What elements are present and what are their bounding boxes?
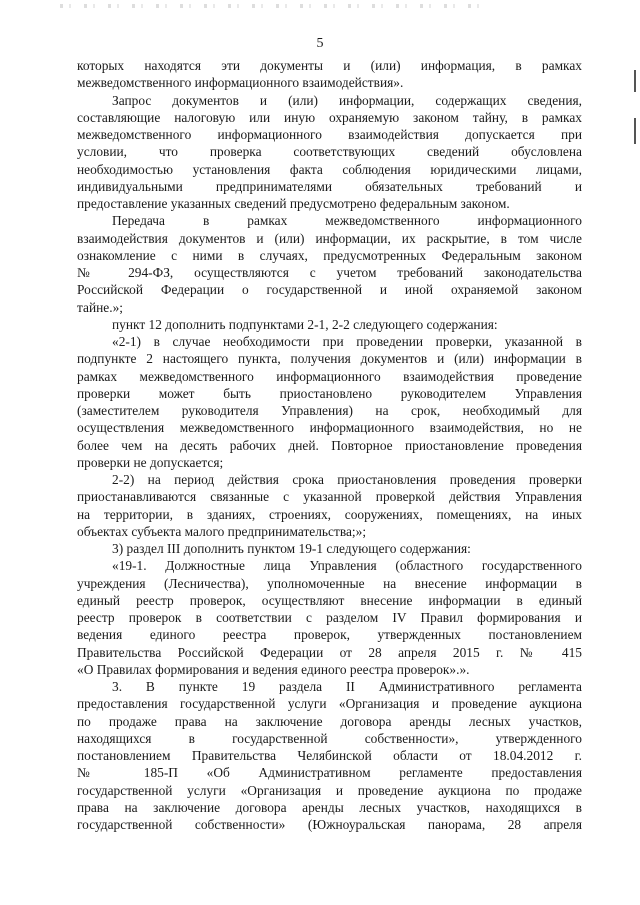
paragraph-line: тайне.»; (77, 299, 123, 315)
paragraph-line: проверки не допускается; (77, 454, 224, 470)
paragraph-line: Передача в рамках межведомственного информационного (112, 213, 582, 229)
paragraph-line: на территории, в зданиях, строениях, сооружениях, помещениях, на иных (77, 506, 582, 522)
paragraph-line: «2-1) в случае необходимости при проведении проверки, указанной в (112, 334, 582, 349)
paragraph-line: индивидуальными предпринимателями обязательных требований и (77, 178, 582, 194)
paragraph-line: составляющие налоговую или иную охраняемую законом тайну, в рамках (77, 109, 582, 125)
paragraph-line: «О Правилах формирования и ведения единого реестра проверок».». (77, 661, 470, 677)
paragraph-line: объектах субъекта малого предпринимательства;»; (77, 523, 367, 539)
paragraph-line: государственной услуги «Организация и проведение аукциона по продаже (77, 782, 582, 798)
paragraph-line: предоставление указанных сведений предусмотрено федеральным законом. (77, 196, 510, 211)
paragraph-line: постановлением Правительства Челябинской области от 18.04.2012 г. (77, 748, 582, 763)
paragraph-line: Правительства Российской Федерации от 28 апреля 2015 г. № 415 (77, 644, 582, 660)
paragraph-line: приостанавливаются связанные с указанной проверкой действия Управления (77, 489, 582, 505)
paragraph-line: проверки может быть приостановлено руководителем Управления (77, 385, 582, 401)
paragraph-line: государственной собственности» (Южноуральская панорама, 28 апреля (77, 817, 582, 832)
paragraph-line: которых находятся эти документы и (или) информация, в рамках (77, 58, 582, 73)
paragraph-line: учреждения (Лесничества), уполномоченные на внесение информации в (77, 575, 582, 591)
paragraph-line: рамках межведомственного информационного взаимодействия проведение (77, 368, 582, 384)
paragraph-line: Российской Федерации о государственной и иной охраняемой законом (77, 282, 582, 298)
paragraph-line: межведомственного информационного взаимодействия допускается при (77, 127, 582, 142)
paragraph-line: по продаже права на заключение договора аренды лесных участков, (77, 713, 582, 729)
paragraph-line: № 294-ФЗ, осуществляются с учетом требований законодательства (77, 265, 582, 280)
paragraph-line: необходимостью установления факта соблюдения юридическими лицами, (77, 161, 582, 177)
paragraph-line: 3. В пункте 19 раздела II Административного регламента (112, 679, 582, 694)
scan-artifact (60, 4, 480, 8)
paragraph-line: осуществления межведомственного информационного взаимодействия, но не (77, 420, 582, 436)
paragraph-line: (заместителем руководителя Управления) на срок, необходимый для (77, 403, 582, 418)
paragraph-line: ведения единого реестра проверок, утвержденных постановлением (77, 627, 582, 643)
paragraph-line: находящихся в государственной собственности», утвержденного (77, 730, 582, 746)
paragraph-line: подпункте 2 настоящего пункта, получения документов и (или) информации в (77, 351, 582, 367)
paragraph-line: № 185-П «Об Административном регламенте предоставления (77, 765, 582, 781)
paragraph-line: межведомственного информационного взаимодействия». (77, 75, 404, 91)
paragraph-line: взаимодействия документов и (или) информации, их раскрытие, в том числе (77, 230, 582, 246)
paragraph-line: реестр проверок в соответствии с разделом IV Правил формирования и (77, 610, 582, 625)
paragraph-line: 3) раздел III дополнить пунктом 19-1 следующего содержания: (112, 541, 471, 556)
paragraph-line: пункт 12 дополнить подпунктами 2-1, 2-2 следующего содержания: (112, 316, 498, 332)
scan-edge-mark (634, 70, 636, 92)
scan-edge-mark (634, 118, 636, 144)
paragraph-line: единый реестр проверок, осуществляют внесение информации в единый (77, 592, 582, 608)
paragraph-line: условии, что проверка соответствующих сведений обусловлена (77, 144, 582, 160)
paragraph-line: более чем на десять рабочих дней. Повторное приостановление проведения (77, 437, 582, 453)
paragraph-line: Запрос документов и (или) информации, содержащих сведения, (112, 92, 582, 108)
paragraph-line: предоставления государственной услуги «Организация и проведение аукциона (77, 696, 582, 712)
document-body (77, 57, 582, 833)
paragraph-line: «19-1. Должностные лица Управления (областного государственного (112, 558, 582, 574)
paragraph-line: 2-2) на период действия срока приостановления проведения проверки (112, 472, 582, 487)
paragraph-line: права на заключение договора аренды лесных участков, находящихся в (77, 799, 582, 815)
page-number: 5 (316, 36, 324, 51)
paragraph-line: ознакомление с ними в случаях, предусмотренных Федеральным законом (77, 247, 582, 263)
